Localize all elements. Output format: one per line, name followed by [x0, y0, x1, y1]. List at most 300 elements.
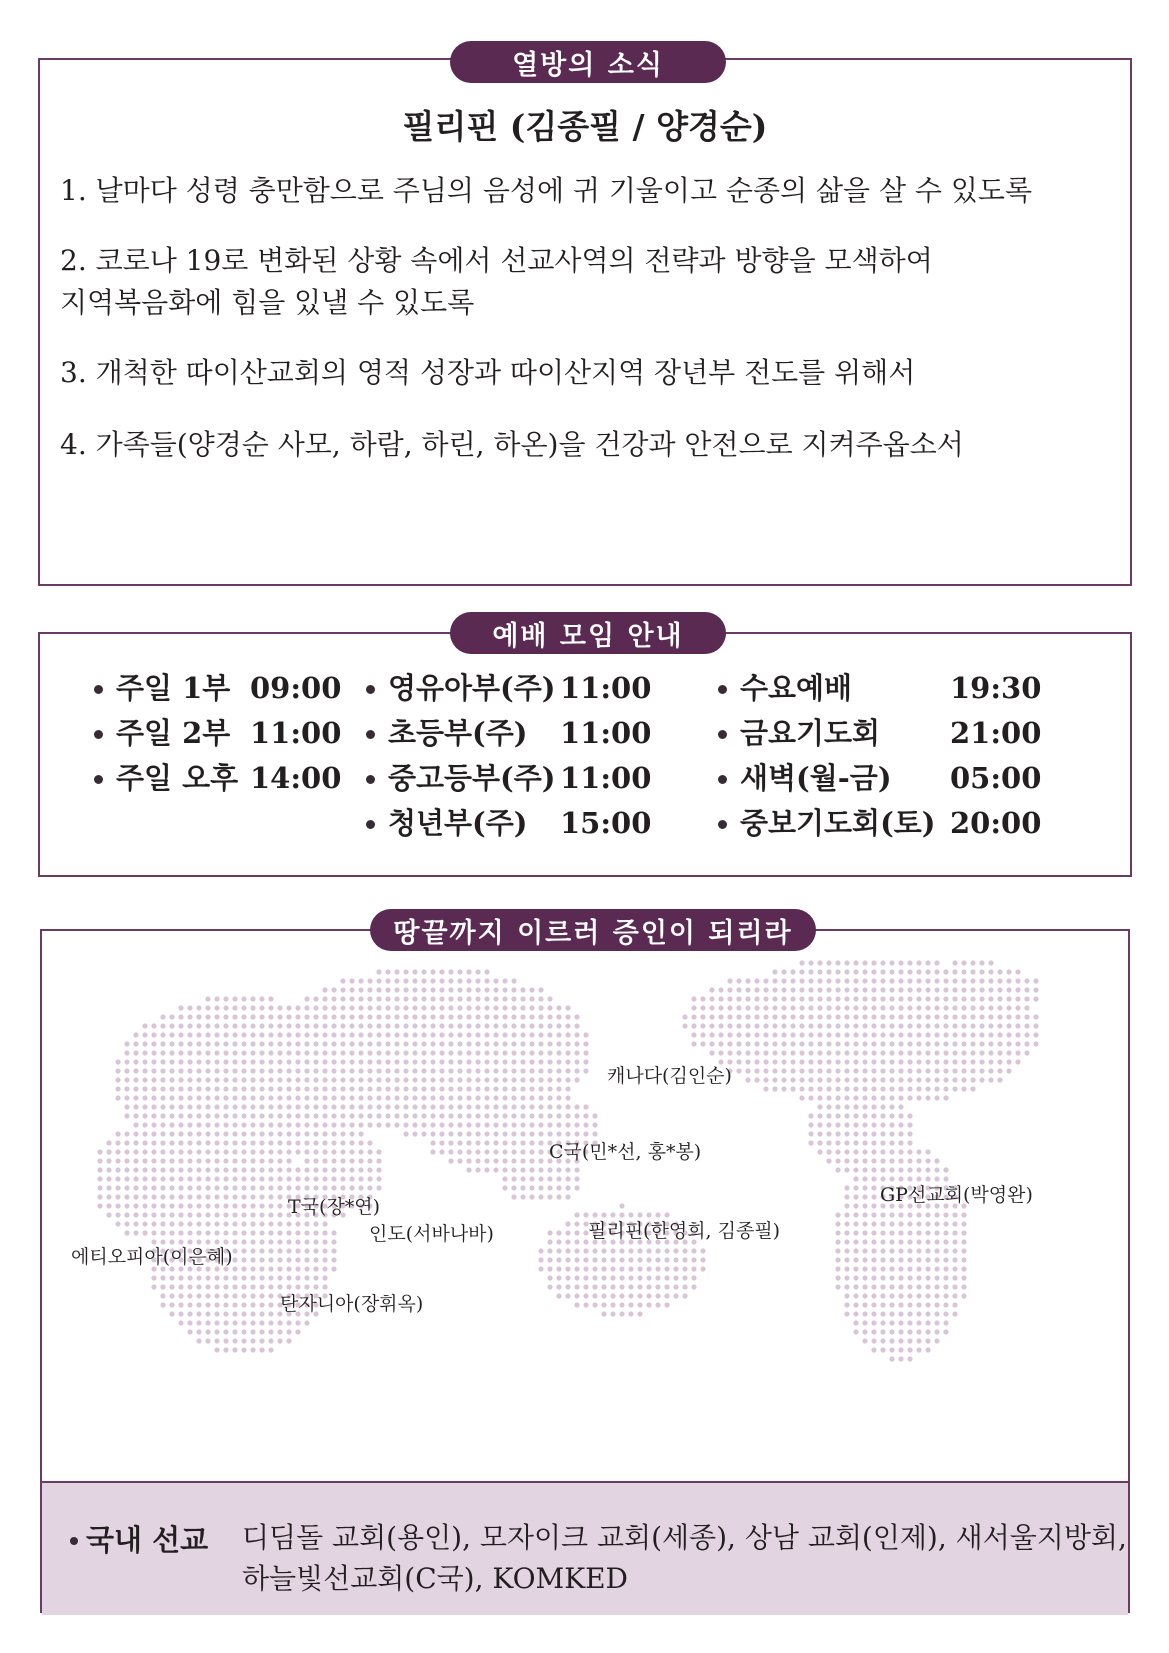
map-dot: [880, 996, 885, 1001]
map-dot: [817, 1122, 822, 1127]
map-dot: [898, 1158, 903, 1163]
news-title-badge: 열방의 소식: [450, 41, 726, 83]
map-dot: [151, 1077, 156, 1082]
map-dot: [988, 960, 993, 965]
map-dot: [934, 1014, 939, 1019]
map-dot: [439, 1086, 444, 1091]
map-dot: [295, 1167, 300, 1172]
map-dot: [934, 1167, 939, 1172]
map-dot: [178, 1149, 183, 1154]
map-dot: [790, 1059, 795, 1064]
map-dot: [970, 1059, 975, 1064]
map-dot: [268, 1212, 273, 1217]
map-dot: [961, 1293, 966, 1298]
map-dot: [709, 987, 714, 992]
map-dot: [871, 1122, 876, 1127]
map-dot: [889, 1302, 894, 1307]
map-dot: [277, 1212, 282, 1217]
map-dot: [448, 1077, 453, 1082]
map-dot: [952, 1293, 957, 1298]
map-dot: [250, 1095, 255, 1100]
map-dot: [205, 1185, 210, 1190]
map-dot: [574, 1212, 579, 1217]
map-dot: [817, 1014, 822, 1019]
map-dot: [376, 978, 381, 983]
map-dot: [871, 1140, 876, 1145]
map-dot: [880, 1221, 885, 1226]
map-dot: [745, 1014, 750, 1019]
map-dot: [295, 1329, 300, 1334]
map-dot: [340, 1077, 345, 1082]
map-dot: [565, 1086, 570, 1091]
map-dot: [862, 1140, 867, 1145]
map-dot: [250, 1068, 255, 1073]
map-dot: [889, 1257, 894, 1262]
map-dot: [565, 1248, 570, 1253]
map-dot: [475, 969, 480, 974]
map-dot: [655, 1257, 660, 1262]
map-dot: [610, 1302, 615, 1307]
map-dot: [358, 1149, 363, 1154]
map-dot: [844, 1293, 849, 1298]
map-dot: [304, 1131, 309, 1136]
map-dot: [439, 1059, 444, 1064]
map-dot: [511, 1032, 516, 1037]
map-dot: [133, 1140, 138, 1145]
map-dot: [178, 1158, 183, 1163]
map-dot: [529, 1005, 534, 1010]
map-dot: [304, 1122, 309, 1127]
map-dot: [196, 1086, 201, 1091]
map-dot: [196, 1050, 201, 1055]
map-dot: [142, 1230, 147, 1235]
map-dot: [844, 1104, 849, 1109]
map-dot: [475, 978, 480, 983]
map-dot: [799, 996, 804, 1001]
map-dot: [115, 1221, 120, 1226]
map-dot: [925, 1167, 930, 1172]
map-dot: [700, 1041, 705, 1046]
map-dot: [205, 1086, 210, 1091]
map-dot: [790, 987, 795, 992]
map-dot: [808, 1059, 813, 1064]
map-dot: [682, 1257, 687, 1262]
map-dot: [358, 1059, 363, 1064]
map-dot: [394, 1014, 399, 1019]
map-dot: [232, 1014, 237, 1019]
map-dot: [844, 1086, 849, 1091]
map-dot: [439, 1005, 444, 1010]
map-dot: [628, 1284, 633, 1289]
map-dot: [196, 1212, 201, 1217]
map-dot: [565, 1194, 570, 1199]
map-dot: [943, 1248, 948, 1253]
map-dot: [241, 1104, 246, 1109]
map-dot: [907, 1005, 912, 1010]
map-dot: [862, 1329, 867, 1334]
map-dot: [853, 1257, 858, 1262]
map-dot: [178, 1077, 183, 1082]
map-dot: [772, 1032, 777, 1037]
map-dot: [934, 1293, 939, 1298]
map-dot: [925, 1302, 930, 1307]
map-dot: [502, 1032, 507, 1037]
map-dot: [556, 1185, 561, 1190]
map-dot: [376, 1176, 381, 1181]
map-dot: [466, 1005, 471, 1010]
map-dot: [133, 1086, 138, 1091]
map-dot: [844, 1203, 849, 1208]
map-dot: [232, 1041, 237, 1046]
map-dot: [538, 1185, 543, 1190]
map-dot: [304, 1014, 309, 1019]
map-dot: [241, 1194, 246, 1199]
map-dot: [547, 1050, 552, 1055]
map-dot: [259, 1257, 264, 1262]
map-dot: [493, 1095, 498, 1100]
map-dot: [142, 1086, 147, 1091]
map-dot: [502, 1122, 507, 1127]
map-dot: [268, 1122, 273, 1127]
map-dot: [898, 1068, 903, 1073]
map-dot: [907, 1356, 912, 1361]
map-dot: [259, 1338, 264, 1343]
map-dot: [871, 1149, 876, 1154]
map-dot: [889, 960, 894, 965]
bullet-icon: [94, 685, 103, 694]
map-dot: [898, 1041, 903, 1046]
map-dot: [241, 1032, 246, 1037]
map-dot: [241, 1185, 246, 1190]
map-dot: [160, 1284, 165, 1289]
map-dot: [142, 1095, 147, 1100]
map-dot: [952, 1302, 957, 1307]
map-dot: [889, 1032, 894, 1037]
map-dot: [835, 1239, 840, 1244]
map-dot: [547, 1284, 552, 1289]
map-dot: [349, 1041, 354, 1046]
map-dot: [718, 1023, 723, 1028]
worship-name: 중고등부(주): [388, 761, 556, 795]
map-dot: [457, 1104, 462, 1109]
map-dot: [133, 1185, 138, 1190]
map-dot: [844, 1050, 849, 1055]
map-dot: [322, 1032, 327, 1037]
map-dot: [880, 1077, 885, 1082]
map-dot: [520, 1041, 525, 1046]
map-dot: [916, 1095, 921, 1100]
map-dot: [529, 1104, 534, 1109]
map-dot: [970, 1041, 975, 1046]
map-dot: [781, 987, 786, 992]
map-dot: [286, 1086, 291, 1091]
map-dot: [322, 1221, 327, 1226]
map-dot: [862, 1266, 867, 1271]
map-dot: [889, 1320, 894, 1325]
map-dot: [349, 1149, 354, 1154]
map-dot: [160, 1122, 165, 1127]
map-dot: [322, 1167, 327, 1172]
map-dot: [259, 1158, 264, 1163]
map-dot: [484, 1014, 489, 1019]
map-dot: [781, 1041, 786, 1046]
map-dot: [268, 1248, 273, 1253]
map-dot: [169, 1167, 174, 1172]
map-dot: [997, 996, 1002, 1001]
map-dot: [871, 1194, 876, 1199]
map-dot: [907, 1248, 912, 1253]
map-dot: [961, 969, 966, 974]
map-dot: [340, 1113, 345, 1118]
map-dot: [493, 1086, 498, 1091]
map-dot: [673, 1266, 678, 1271]
map-dot: [574, 1221, 579, 1226]
map-dot: [241, 1149, 246, 1154]
map-dot: [205, 1068, 210, 1073]
map-dot: [889, 1284, 894, 1289]
map-dot: [574, 1050, 579, 1055]
map-dot: [943, 1014, 948, 1019]
map-dot: [700, 1266, 705, 1271]
map-dot: [925, 1266, 930, 1271]
map-dot: [808, 1014, 813, 1019]
map-dot: [538, 1194, 543, 1199]
map-dot: [763, 1086, 768, 1091]
map-dot: [889, 1104, 894, 1109]
map-dot: [493, 1041, 498, 1046]
map-dot: [538, 1032, 543, 1037]
map-dot: [250, 1248, 255, 1253]
map-dot: [466, 1113, 471, 1118]
map-dot: [358, 1086, 363, 1091]
map-dot: [232, 1158, 237, 1163]
map-dot: [898, 1329, 903, 1334]
map-dot: [916, 1059, 921, 1064]
map-dot: [826, 987, 831, 992]
map-dot: [295, 1077, 300, 1082]
map-dot: [547, 1194, 552, 1199]
map-dot: [502, 1050, 507, 1055]
map-dot: [862, 996, 867, 1001]
map-dot: [1024, 978, 1029, 983]
map-dot: [322, 1257, 327, 1262]
map-dot: [169, 1203, 174, 1208]
map-dot: [250, 1050, 255, 1055]
map-dot: [997, 1005, 1002, 1010]
map-dot: [826, 1041, 831, 1046]
map-dot: [196, 1320, 201, 1325]
map-dot: [898, 1212, 903, 1217]
map-dot: [916, 1050, 921, 1055]
map-dot: [502, 1086, 507, 1091]
map-dot: [133, 1032, 138, 1037]
map-dot: [277, 1050, 282, 1055]
map-dot: [457, 1077, 462, 1082]
map-dot: [934, 1041, 939, 1046]
map-dot: [538, 1149, 543, 1154]
map-dot: [286, 1068, 291, 1073]
map-dot: [655, 1293, 660, 1298]
map-dot: [169, 1059, 174, 1064]
map-dot: [502, 1077, 507, 1082]
map-dot: [925, 1257, 930, 1262]
map-dot: [223, 1176, 228, 1181]
worship-section: [38, 632, 1132, 877]
map-dot: [916, 1275, 921, 1280]
map-dot: [619, 1311, 624, 1316]
map-dot: [394, 1095, 399, 1100]
map-dot: [934, 1059, 939, 1064]
map-dot: [286, 1248, 291, 1253]
map-dot: [268, 1185, 273, 1190]
map-dot: [772, 1023, 777, 1028]
map-dot: [961, 1212, 966, 1217]
map-dot: [538, 1257, 543, 1262]
map-dot: [133, 1077, 138, 1082]
map-dot: [763, 996, 768, 1001]
map-dot: [223, 996, 228, 1001]
map-dot: [547, 1068, 552, 1073]
map-dot: [178, 1059, 183, 1064]
map-dot: [988, 1023, 993, 1028]
map-dot: [124, 1221, 129, 1226]
map-dot: [925, 1077, 930, 1082]
map-dot: [241, 1095, 246, 1100]
map-dot: [367, 1032, 372, 1037]
map-dot: [232, 1203, 237, 1208]
map-dot: [565, 1023, 570, 1028]
map-dot: [889, 978, 894, 983]
map-dot: [601, 1284, 606, 1289]
map-dot: [781, 1086, 786, 1091]
map-dot: [169, 1068, 174, 1073]
map-dot: [448, 1104, 453, 1109]
map-dot: [457, 1059, 462, 1064]
map-dot: [232, 1059, 237, 1064]
map-dot: [430, 1095, 435, 1100]
map-dot: [520, 1158, 525, 1163]
map-dot: [313, 1122, 318, 1127]
map-dot: [160, 1104, 165, 1109]
map-dot: [151, 1230, 156, 1235]
map-dot: [943, 1275, 948, 1280]
map-dot: [331, 1113, 336, 1118]
map-dot: [268, 1077, 273, 1082]
map-dot: [385, 1041, 390, 1046]
map-dot: [1006, 1068, 1011, 1073]
map-dot: [880, 1014, 885, 1019]
map-dot: [655, 1302, 660, 1307]
prayer-item-4: 4. 가족들(양경순 사모, 하람, 하린, 하온)을 건강과 안전으로 지켜주옵소서: [60, 428, 964, 461]
map-dot: [1024, 1032, 1029, 1037]
map-dot: [943, 1068, 948, 1073]
map-dot: [187, 1230, 192, 1235]
map-dot: [169, 1293, 174, 1298]
map-dot: [367, 1113, 372, 1118]
map-dot: [97, 1203, 102, 1208]
map-dot: [313, 996, 318, 1001]
map-dot: [313, 1266, 318, 1271]
map-dot: [493, 1113, 498, 1118]
map-dot: [898, 1248, 903, 1253]
map-dot: [430, 969, 435, 974]
map-dot: [250, 1311, 255, 1316]
map-dot: [691, 1248, 696, 1253]
map-dot: [385, 1050, 390, 1055]
map-dot: [727, 987, 732, 992]
map-dot: [925, 1311, 930, 1316]
map-dot: [556, 1059, 561, 1064]
map-dot: [1024, 987, 1029, 992]
map-dot: [268, 1104, 273, 1109]
map-dot: [223, 1131, 228, 1136]
map-dot: [799, 1023, 804, 1028]
map-dot: [556, 1014, 561, 1019]
map-dot: [304, 996, 309, 1001]
map-dot: [889, 1356, 894, 1361]
map-dot: [349, 1158, 354, 1163]
map-dot: [484, 1059, 489, 1064]
map-dot: [880, 1320, 885, 1325]
map-dot: [934, 1158, 939, 1163]
missions-section: [40, 929, 1130, 1613]
map-dot: [313, 1095, 318, 1100]
map-dot: [295, 1185, 300, 1190]
map-dot: [808, 1005, 813, 1010]
map-dot: [880, 1068, 885, 1073]
map-dot: [205, 1059, 210, 1064]
map-dot: [448, 1059, 453, 1064]
domestic-missions-panel: [42, 1481, 1128, 1615]
map-dot: [556, 1194, 561, 1199]
map-dot: [853, 1140, 858, 1145]
map-dot: [844, 1095, 849, 1100]
map-dot: [871, 1347, 876, 1352]
map-dot: [844, 1185, 849, 1190]
map-dot: [331, 1266, 336, 1271]
map-dot: [1033, 1023, 1038, 1028]
map-dot: [232, 1230, 237, 1235]
map-dot: [835, 1077, 840, 1082]
map-dot: [907, 1131, 912, 1136]
map-dot: [205, 1077, 210, 1082]
map-dot: [331, 1077, 336, 1082]
map-dot: [160, 1095, 165, 1100]
map-dot: [961, 1239, 966, 1244]
map-dot: [250, 1041, 255, 1046]
map-dot: [133, 1212, 138, 1217]
map-dot: [565, 1077, 570, 1082]
map-dot: [520, 1014, 525, 1019]
map-dot: [745, 1059, 750, 1064]
map-dot: [934, 1050, 939, 1055]
map-dot: [754, 1032, 759, 1037]
map-dot: [853, 996, 858, 1001]
map-dot: [277, 1257, 282, 1262]
map-dot: [943, 1086, 948, 1091]
map-dot: [520, 987, 525, 992]
map-dot: [457, 1113, 462, 1118]
map-dot: [196, 1032, 201, 1037]
map-dot: [205, 1032, 210, 1037]
map-dot: [322, 1059, 327, 1064]
map-dot: [871, 1158, 876, 1163]
map-dot: [187, 1302, 192, 1307]
map-dot: [871, 1203, 876, 1208]
map-dot: [214, 1338, 219, 1343]
map-dot: [178, 1221, 183, 1226]
map-dot: [151, 1095, 156, 1100]
